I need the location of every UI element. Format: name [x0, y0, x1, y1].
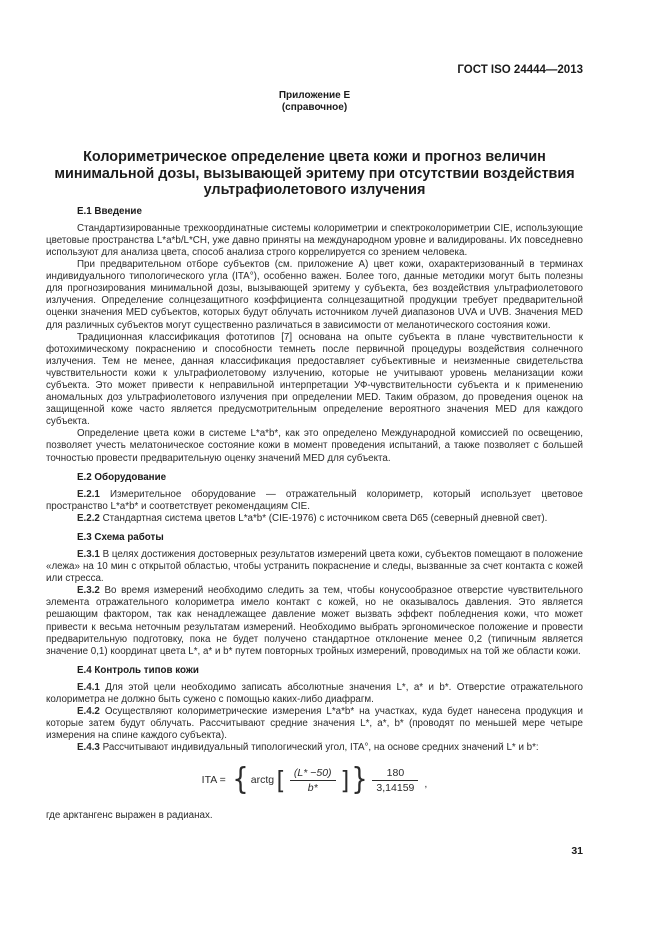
- standard-reference: ГОСТ ISO 24444—2013: [457, 64, 583, 76]
- formula-lhs: ITA =: [201, 774, 226, 787]
- paragraph-e2-1: [46, 489, 583, 513]
- formula-fraction-pi: [372, 767, 418, 794]
- formula-ita: [46, 762, 583, 798]
- page-number: 31: [571, 845, 583, 858]
- paragraph-e4-1: [46, 682, 583, 706]
- formula-fraction-numerator: (L* −50): [290, 767, 336, 781]
- annex-subtitle: (справочное): [281, 101, 348, 113]
- section-heading-e3: Е.3 Схема работы: [77, 531, 164, 543]
- paragraph-number: Е.4.2: [77, 705, 105, 717]
- annex-title: Приложение Е: [278, 90, 351, 101]
- section-heading-e1: Е.1 Введение: [77, 205, 142, 217]
- formula-function: arctg: [250, 774, 275, 787]
- paragraph-number: Е.3.1: [77, 548, 103, 560]
- formula-fraction-numerator: 180: [372, 767, 418, 781]
- paragraph-number: Е.4.1: [77, 681, 106, 693]
- paragraph-e1-3: [46, 332, 583, 429]
- formula-close-bracket: ]: [340, 765, 349, 795]
- document-title: Колориметрическое определение цвета кожи и прогноз величин минимальной дозы, вызывающей эритему при отсутствии воздействия ультрафиолетового излучения: [54, 149, 575, 199]
- paragraph-e1-2: [46, 259, 583, 332]
- paragraph-number: Е.4.3: [77, 742, 103, 754]
- paragraph-number: Е.3.2: [77, 585, 105, 597]
- paragraph-e4-3: [46, 742, 583, 754]
- formula-open-brace: {: [232, 762, 249, 798]
- formula-trailing-comma: ,: [424, 778, 428, 791]
- paragraph-e1-4: [46, 428, 583, 464]
- formula-fraction-denominator: b*: [307, 781, 318, 794]
- paragraph-text: Традиционная классификация фототипов [7] основана на опыте субъекта в плане чувствительности к фотохимическому покраснению и способности темнеть после первичной процедуры воздействия солнечного излучения. Тем не менее, данная классификация предоставляет субъективные и неизменные свидетельства чувствительности кожи к ультрафиолетовому излучению, которые не учитывают уровень меланизации кожи субъекта. Это может привести к неправильной интерпретации УФ-чувствительности субъекта и к применению аномальных доз ультрафиолетового излучения при определении MED. Таким образом, до проведения оценок на защищенной коже часто является предусмотрительным определение вероятного значения MED для каждого субъекта.: [46, 331, 583, 428]
- paragraph-text: Определение цвета кожи в системе L*a*b*, как это определено Международной комиссией по освещению, позволяет учесть мелатоническое состояние кожи в момент проведения испытаний, а также позволяет с большей точностью провести предварительную оценку значений MED для субъекта.: [46, 428, 583, 464]
- formula-open-bracket: [: [276, 765, 286, 795]
- paragraph-text: Для этой цели необходимо записать абсолютные значения L*, a* и b*. Отверстие отражательного колориметра не должно быть сужено с помощью каких-либо диафрагм.: [46, 681, 583, 705]
- paragraph-text: При предварительном отборе субъектов (см. приложение А) цвет кожи, охарактеризованный в терминах индивидуального типологического угла (ITA°), особенно важен. Более того, данные методики могут быть полезны для прогнозирования минимальной дозы, вызывающей эритему у субъекта, без воздействия ультрафиолетового излучения. Определение солнцезащитного коэффициента солнцезащитной продукции требует предварительной оценки значения MED субъектов, которых будут облучать источником лучей диапазонов UVA и UVB. Значения MED для различных субъектов могут существенно различаться в зависимости от меланотического состояния кожи.: [46, 259, 583, 331]
- section-heading-e4: Е.4 Контроль типов кожи: [77, 664, 199, 676]
- paragraph-text: Осуществляют колориметрические измерения L*a*b* на участках, куда будет нанесена продукция и которые затем будут облучать. Рассчитывают средние значения L*, a*, b* (проводят по меньшей мере четыре измерения на спине каждого субъекта).: [46, 705, 583, 742]
- paragraph-e3-1: [46, 549, 583, 585]
- paragraph-text: Измерительное оборудование — отражательный колориметр, который использует цветовое пространство L*a*b* и соответствует рекомендациям CIE.: [46, 488, 583, 512]
- paragraph-text: Рассчитывают индивидуальный типологический угол, ITA°, на основе средних значений L* и b*:: [102, 742, 539, 754]
- formula-fraction-denominator: 3,14159: [376, 781, 415, 794]
- formula-fraction-lb: [290, 767, 336, 794]
- paragraph-e2-2: [46, 513, 583, 525]
- formula-note: где арктангенс выражен в радианах.: [46, 810, 213, 822]
- paragraph-e3-2: [46, 585, 583, 658]
- formula-close-brace: }: [351, 762, 368, 798]
- paragraph-text: В целях достижения достоверных результатов измерений цвета кожи, субъектов помещают в положение «лежа» на 10 мин с открытой областью, чтобы устранить покраснение и следы, вызванные за счет контакта с кожей или стресса.: [46, 548, 583, 585]
- paragraph-number: Е.2.2: [77, 512, 103, 524]
- paragraph-text: Во время измерений необходимо следить за тем, чтобы конусообразное отверстие чувствительного элемента отражательного колориметра имело контакт с кожей, но не оказывалось давления. Это является решающим фактором, так как ненадлежащее давление может вызвать эффект побледнения кожи, что может привести к весьма неточным результатам измерений. Необходимо выбрать эргономическое положение и провести предварительную подготовку, пока не будет получено стандартное отклонение менее 0,2 (типичным является значение 0,1) координат цвета L*, a* и b* путем повторных тройных измерений, проводимых на той же области кожи.: [46, 585, 583, 657]
- section-heading-e2: Е.2 Оборудование: [77, 471, 167, 483]
- paragraph-e4-2: [46, 706, 583, 742]
- paragraph-text: Стандартизированные трехкоординатные системы колориметрии и спектроколориметрии CIE, использующие цветовые пространства L*a*b/L*CH, уже давно приняты на международном уровне и валидированы. Их повседневно используют для анализа цвета, способ анализа строго коррелируется со зрением человека.: [46, 222, 583, 258]
- paragraph-text: Стандартная система цветов L*a*b* (CIE-1976) с источником света D65 (северный дневной свет).: [102, 512, 548, 524]
- paragraph-e1-1: [46, 223, 583, 259]
- paragraph-number: Е.2.1: [77, 488, 111, 500]
